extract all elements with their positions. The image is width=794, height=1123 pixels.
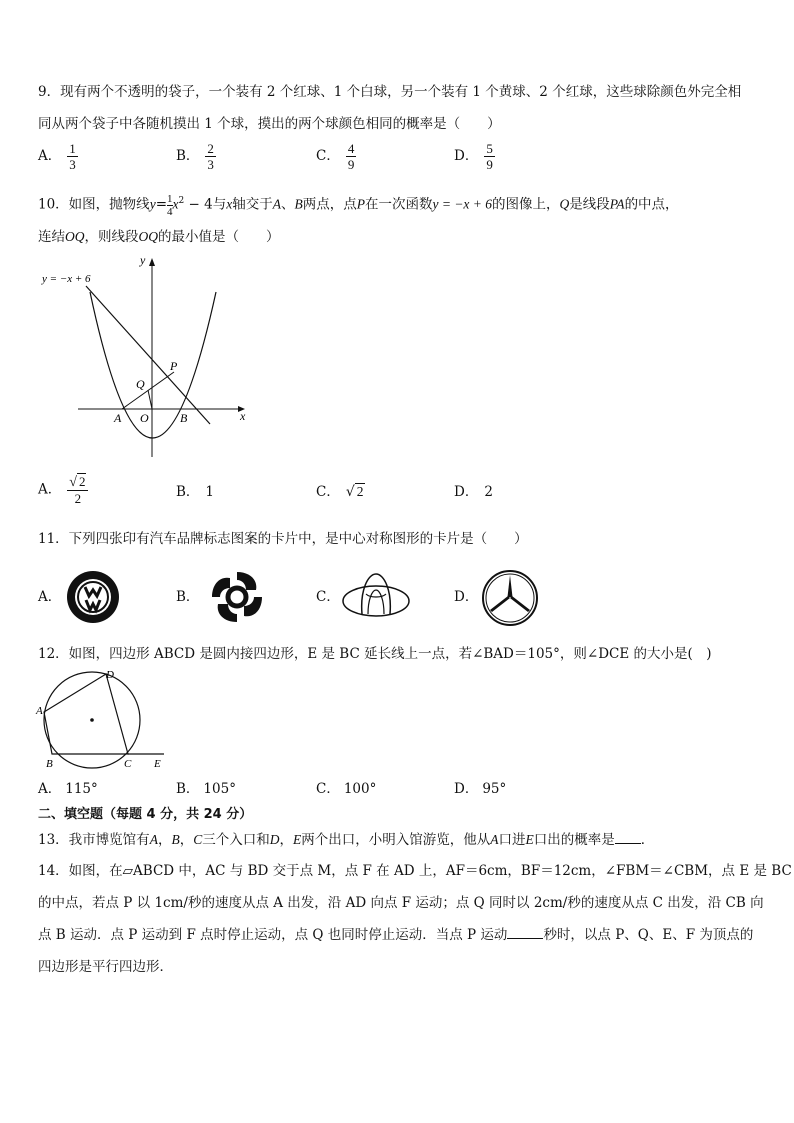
- denominator: 2: [67, 490, 88, 506]
- linear-equation: y = −x + 6: [432, 196, 493, 212]
- answer-blank[interactable]: [507, 926, 543, 939]
- q10-text: 轴交于: [232, 196, 273, 213]
- exit-d: D: [269, 832, 280, 847]
- numerator: 5: [486, 141, 493, 156]
- point-p: P: [356, 196, 365, 212]
- comma: ，: [179, 832, 194, 848]
- denominator: 9: [486, 157, 493, 172]
- volkswagen-logo-icon: [64, 568, 122, 626]
- point-q-label: Q: [136, 377, 145, 391]
- sqrt-sign-icon: √: [345, 484, 355, 500]
- section-heading-fill-in: 二、填空题（每题 4 分，共 24 分）: [38, 807, 253, 822]
- point-d-label: D: [106, 669, 114, 681]
- q9-option-d[interactable]: [454, 141, 495, 172]
- option-value: 2: [484, 484, 493, 500]
- q10-text: 与: [212, 196, 227, 213]
- exit-e: E: [292, 832, 302, 847]
- period: ．: [640, 832, 655, 848]
- fraction: [346, 141, 357, 172]
- q9-option-c[interactable]: [316, 141, 356, 172]
- fraction: [205, 141, 216, 172]
- option-label: D．: [454, 781, 479, 797]
- point-a-label: A: [114, 411, 122, 425]
- origin-label: O: [140, 411, 149, 425]
- q14-line-2: 的中点，若点 P 以 1cm/秒的速度从点 A 出发，沿 AD 向点 F 运动；点 Q 同时以 2cm/秒的速度从点 C 出发，沿 CB 向: [38, 895, 764, 911]
- quadrilateral-abcd: [44, 674, 128, 754]
- y-axis-label: y: [140, 253, 146, 267]
- q9-option-a[interactable]: [38, 141, 78, 172]
- q13-text: [38, 831, 654, 849]
- swirl-logo-icon: [206, 566, 268, 628]
- q10-text: 是线段: [569, 196, 610, 213]
- radicand: 2: [78, 474, 86, 489]
- denominator: 3: [207, 157, 214, 172]
- linear-function-line: [86, 286, 210, 424]
- circle-center: [90, 718, 94, 722]
- constant: − 4: [184, 196, 213, 213]
- option-value: 100°: [343, 781, 377, 797]
- option-label: D．: [454, 484, 479, 500]
- x-axis-label: x: [240, 409, 246, 423]
- q14-line-4: 四边形是平行四边形．: [38, 959, 173, 975]
- fraction: [484, 141, 495, 172]
- q11-option-d-label[interactable]: D．: [454, 589, 479, 605]
- option-value: 95°: [482, 781, 507, 797]
- q12-option-b[interactable]: [176, 780, 236, 798]
- q13-text-part: 三个入口和: [202, 832, 270, 848]
- q12-option-a[interactable]: [38, 780, 98, 798]
- denominator: 9: [347, 157, 355, 172]
- numerator: 1: [167, 192, 173, 205]
- option-value: 1: [205, 484, 215, 500]
- answer-blank[interactable]: [615, 831, 641, 844]
- q11-option-a-label[interactable]: A．: [38, 589, 62, 605]
- comma: ，: [279, 832, 293, 848]
- exponent: 2: [178, 196, 185, 206]
- entrance-b: B: [171, 832, 180, 847]
- q10-parabola-graph: [38, 252, 258, 464]
- denominator: 3: [69, 157, 76, 172]
- numerator: [67, 474, 88, 490]
- q10-text: ，则线段: [84, 229, 139, 245]
- point-b-label: B: [46, 758, 53, 770]
- option-label: B．: [176, 148, 200, 164]
- entrance-a: A: [490, 832, 499, 847]
- q13-text-part: 口进: [498, 832, 526, 848]
- q10-text: 10．如图，抛物线: [38, 196, 150, 213]
- numerator: 2: [207, 141, 214, 156]
- var-y: y: [149, 196, 156, 212]
- point-a-label: A: [36, 705, 43, 717]
- q12-cyclic-quadrilateral-figure: [34, 668, 174, 772]
- fraction: [67, 141, 78, 172]
- q10-text: 两点，点: [302, 196, 357, 213]
- var-x: x: [172, 196, 179, 212]
- option-label: A．: [38, 481, 62, 498]
- parabola-curve: [90, 292, 216, 438]
- q12-option-c[interactable]: [316, 780, 376, 798]
- option-label: C．: [316, 484, 340, 500]
- q13-text-part: 13．我市博览馆有: [38, 832, 150, 848]
- q12-option-d[interactable]: [454, 780, 506, 798]
- q9-line-1: 9．现有两个不透明的袋子，一个装有 2 个红球、1 个白球，另一个装有 1 个黄球、2 个红球，这些球除颜色外完全相: [38, 84, 742, 100]
- option-label: D．: [454, 148, 479, 164]
- segment-oq: OQ: [65, 229, 85, 244]
- q10-text: 的图像上，: [492, 196, 560, 213]
- q9-option-b[interactable]: [176, 141, 216, 172]
- fraction: [67, 474, 88, 506]
- option-label: A．: [38, 148, 62, 164]
- q14-text-part: 点 B 运动．点 P 运动到 F 点时停止运动，点 Q 也同时停止运动．当点 P 运动: [38, 927, 508, 943]
- q13-text-part: 口出的概率是: [533, 832, 615, 848]
- q13-text-part: 两个出口，小明入馆游览，他从: [301, 832, 491, 848]
- segment-oq: OQ: [138, 229, 158, 244]
- option-label: A．: [38, 781, 62, 797]
- option-label: B．: [176, 781, 200, 797]
- q10-text: 连结: [38, 229, 65, 245]
- q11-option-c-label[interactable]: C．: [316, 589, 340, 605]
- point-p-label: P: [170, 359, 178, 373]
- q14-line-3: [38, 926, 753, 944]
- toyota-style-logo-icon: [340, 570, 412, 622]
- option-label: B．: [176, 484, 200, 500]
- q12-text: 12．如图，四边形 ABCD 是圆内接四边形，E 是 BC 延长线上一点，若∠BAD＝105°，则∠DCE 的大小是( ): [38, 646, 712, 662]
- separator: 、: [280, 196, 295, 213]
- entrance-c: C: [193, 832, 203, 847]
- y-axis-arrow: [149, 258, 155, 266]
- q10-text: 的最小值是（ ）: [158, 229, 280, 245]
- mercedes-logo-icon: [480, 568, 540, 628]
- q9-line-2: 同从两个袋子中各随机摸出 1 个球，摸出的两个球颜色相同的概率是（ ）: [38, 116, 501, 132]
- q11-text: 11．下列四张印有汽车品牌标志图案的卡片中，是中心对称图形的卡片是（ ）: [38, 531, 528, 547]
- q10-option-b[interactable]: [176, 483, 214, 501]
- comma: ，: [157, 832, 172, 848]
- q10-option-c[interactable]: [316, 483, 365, 501]
- equals: =: [155, 196, 167, 213]
- radicand: 2: [356, 484, 364, 499]
- segment-oq: [148, 390, 152, 409]
- option-value: 105°: [203, 781, 236, 797]
- numerator: 4: [347, 141, 355, 156]
- point-e-label: E: [154, 758, 161, 770]
- numerator: 1: [69, 141, 76, 156]
- entrance-a: A: [149, 832, 158, 847]
- point-b: B: [294, 196, 303, 212]
- point-q: Q: [559, 196, 570, 212]
- q10-text: 在一次函数: [364, 196, 433, 213]
- q10-text: 的中点，: [624, 196, 679, 213]
- option-value: 115°: [65, 781, 98, 797]
- sqrt-sign-icon: √: [69, 475, 77, 490]
- option-label: C．: [316, 781, 340, 797]
- line-label: y = −x + 6: [42, 273, 91, 285]
- point-b-label: B: [180, 411, 188, 425]
- q14-text-part: 秒时，以点 P、Q、E、F 为顶点的: [543, 927, 754, 943]
- q14-line-1: 14．如图，在▱ABCD 中，AC 与 BD 交于点 M，点 F 在 AD 上，AF＝6cm，BF＝12cm，∠FBM＝∠CBM，点 E 是 BC: [38, 863, 792, 879]
- denominator: 4: [167, 205, 173, 218]
- q10-option-d[interactable]: [454, 483, 493, 501]
- var-x: x: [226, 196, 233, 212]
- exit-e: E: [525, 832, 534, 847]
- q10-line-1: [38, 188, 679, 218]
- q10-line-2: [38, 228, 280, 246]
- option-label: C．: [316, 148, 340, 164]
- q10-option-a[interactable]: [38, 474, 88, 506]
- q11-option-b-label[interactable]: B．: [176, 589, 200, 605]
- segment-pa: PA: [609, 196, 625, 212]
- point-c-label: C: [124, 758, 132, 770]
- point-a: A: [272, 196, 281, 212]
